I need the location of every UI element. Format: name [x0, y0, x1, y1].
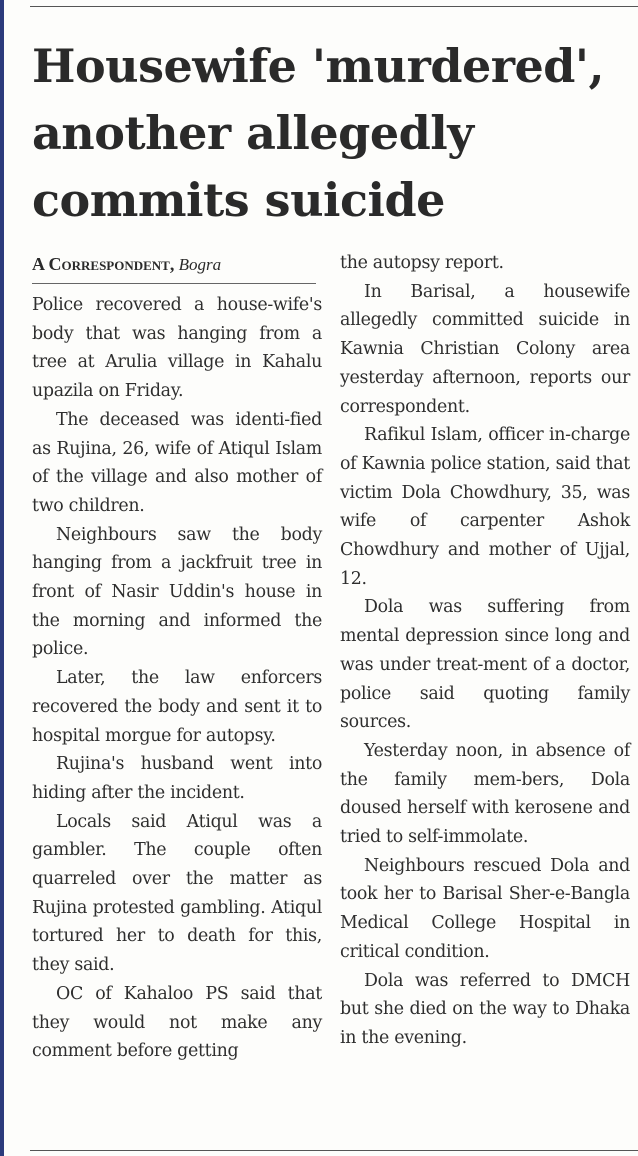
- byline-rule: [32, 283, 316, 284]
- paragraph: Later, the law enforcers recovered the body and sent it to hospital morgue for autopsy.: [32, 668, 322, 746]
- left-accent-bar: [0, 0, 4, 1156]
- paragraph: Neighbours saw the body hanging from a jackfruit tree in front of Nasir Uddin's house in the morning and informed the police.: [32, 524, 322, 660]
- paragraph: Rujina's husband went into hiding after the incident.: [32, 754, 322, 803]
- bottom-rule: [30, 1150, 638, 1151]
- paragraph: Police recovered a house-wife's body that was hanging from a tree at Arulia village in Kahalu upazila on Friday.: [32, 295, 322, 402]
- paragraph: Dola was referred to DMCH but she died on the way to Dhaka in the evening.: [340, 970, 630, 1048]
- paragraph: In Barisal, a housewife allegedly committed suicide in Kawnia Christian Colony area yesterday afternoon, reports our correspondent.: [340, 281, 630, 417]
- paragraph: Neighbours rescued Dola and took her to Barisal Sher-e-Bangla Medical College Hospital in critical condition.: [340, 855, 630, 962]
- byline-author: A Correspondent,: [32, 254, 175, 274]
- paragraph: The deceased was identi-fied as Rujina, 26, wife of Atiqul Islam of the village and also mother of two children.: [32, 409, 322, 516]
- paragraph: Locals said Atiqul was a gambler. The couple often quarreled over the matter as Rujina protested gambling. Atiqul tortured her to death for this, they said.: [32, 811, 322, 976]
- byline-location: Bogra: [178, 255, 222, 274]
- article-column-1: [32, 291, 322, 1066]
- paragraph: OC of Kahaloo PS said that they would not make any comment before getting: [32, 983, 322, 1062]
- paragraph: Yesterday noon, in absence of the family mem-bers, Dola doused herself with kerosene and tried to self-immolate.: [340, 740, 630, 848]
- paragraph: Rafikul Islam, officer in-charge of Kawnia police station, said that victim Dola Chowdhury, 35, was wife of carpenter Ashok Chowdhury and mother of Ujjal, 12.: [340, 425, 630, 589]
- headline: Housewife 'murdered', another allegedly commits suicide: [32, 39, 605, 227]
- paragraph-continuation: the autopsy report.: [340, 253, 504, 273]
- paragraph: Dola was suffering from mental depression since long and was under treat-ment of a doctor, police said quoting family sources.: [340, 597, 630, 733]
- byline: [32, 252, 322, 277]
- article-column-2: [340, 249, 630, 1053]
- top-rule: [30, 6, 638, 7]
